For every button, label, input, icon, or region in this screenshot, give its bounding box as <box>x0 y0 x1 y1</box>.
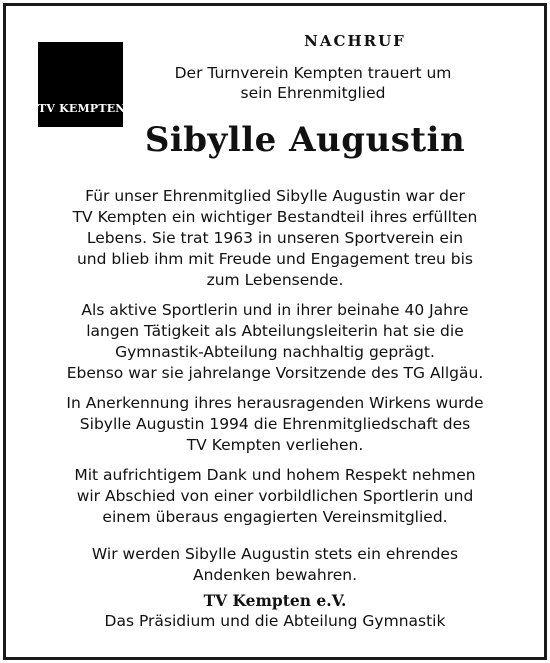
text-line: Mit aufrichtigem Dank und hohem Respekt nehmen <box>74 466 476 484</box>
text-line: zum Lebensende. <box>206 271 344 289</box>
text-line: Für unser Ehrenmitglied Sibylle Augustin war der <box>85 187 465 205</box>
text-line: und blieb ihm mit Freude und Engagement treu bis <box>76 250 474 268</box>
text-line: Ebenso war sie jahrelange Vorsitzende des TG Allgäu. <box>66 364 484 382</box>
text-line: einem überaus engagierten Vereinsmitglied. <box>102 508 448 526</box>
intro-line: Der Turnverein Kempten trauert um <box>174 64 452 82</box>
text-line: TV Kempten ein wichtiger Bestandteil ihres erfüllten <box>72 208 478 226</box>
club-logo-text: TV KEMPTEN <box>38 102 126 115</box>
text-line: TV Kempten verliehen. <box>186 436 364 454</box>
signature-organization: TV Kempten e.V. <box>203 591 347 610</box>
text-line: Als aktive Sportlerin und in ihrer beinahe 40 Jahre <box>81 301 469 319</box>
intro-text <box>140 63 486 103</box>
text-line: Lebens. Sie trat 1963 in unseren Sportverein ein <box>86 229 464 247</box>
paragraph-career <box>20 300 530 384</box>
deceased-name: Sibylle Augustin <box>144 120 466 160</box>
signature-subline: Das Präsidium und die Abteilung Gymnastik <box>104 612 446 630</box>
text-line: Wir werden Sibylle Augustin stets ein ehrendes <box>91 545 459 563</box>
paragraph-farewell <box>20 465 530 528</box>
notice-body <box>20 186 530 595</box>
club-logo <box>38 42 126 127</box>
text-line: Andenken bewahren. <box>192 566 358 584</box>
paragraph-remembrance <box>20 544 530 586</box>
text-line: langen Tätigkeit als Abteilungsleiterin hat sie die <box>86 322 464 340</box>
text-line: Sibylle Augustin 1994 die Ehrenmitgliedschaft des <box>79 415 471 433</box>
text-line: Gymnastik-Abteilung nachhaltig geprägt. <box>115 343 435 361</box>
notice-heading: NACHRUF <box>304 32 406 50</box>
signature <box>20 590 530 632</box>
paragraph-membership <box>20 186 530 291</box>
text-line: wir Abschied von einer vorbildlichen Sportlerin und <box>76 487 474 505</box>
paragraph-honor <box>20 393 530 456</box>
text-line: In Anerkennung ihres herausragenden Wirkens wurde <box>66 394 484 412</box>
intro-line: sein Ehrenmitglied <box>240 84 386 102</box>
